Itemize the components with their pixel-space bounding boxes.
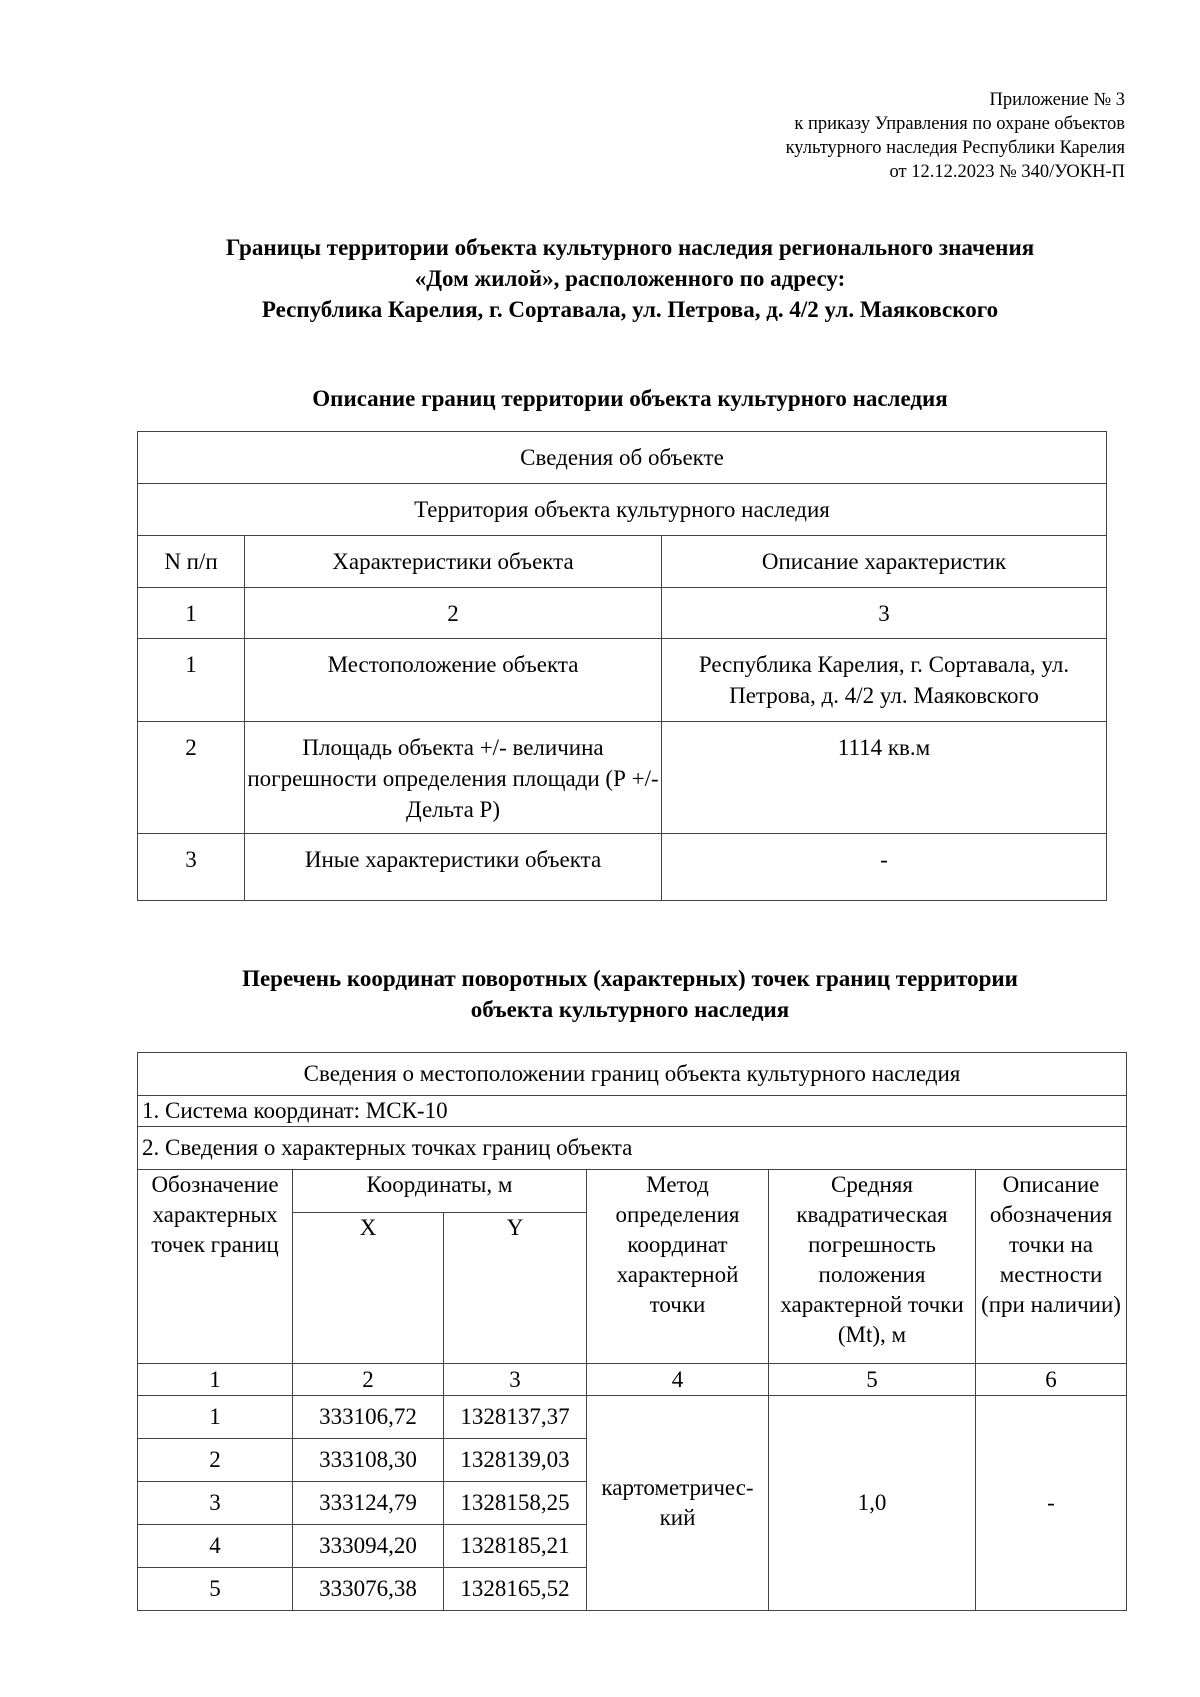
appendix-line: к приказу Управления по охране объектов	[794, 114, 1125, 134]
point-x: 333124,79	[293, 1482, 444, 1525]
row-number: 2	[138, 722, 245, 834]
row-number: 3	[138, 834, 245, 901]
heading-line: Перечень координат поворотных (характерных) точек границ территории	[242, 966, 1018, 991]
column-number: 5	[769, 1364, 976, 1396]
column-number: 1	[138, 588, 245, 639]
point-number: 2	[138, 1439, 293, 1482]
column-number: 3	[662, 588, 1107, 639]
table-row	[138, 722, 1107, 834]
column-header-method: Метод определения координат характерной точки	[587, 1170, 769, 1364]
column-number: 2	[245, 588, 662, 639]
table-row	[138, 639, 1107, 722]
method-value: картометричес-кий	[587, 1396, 769, 1611]
document-title	[100, 232, 1160, 325]
column-header-number: N п/п	[138, 536, 245, 588]
column-number: 3	[444, 1364, 587, 1396]
appendix-line: Приложение № 3	[989, 90, 1125, 110]
point-x: 333106,72	[293, 1396, 444, 1439]
column-header-x: X	[293, 1213, 444, 1364]
point-description-value: -	[976, 1396, 1127, 1611]
column-header-description: Описание характеристик	[662, 536, 1107, 588]
column-number: 4	[587, 1364, 769, 1396]
column-header-y: Y	[444, 1213, 587, 1364]
point-number: 4	[138, 1525, 293, 1568]
row-value: -	[662, 834, 1107, 901]
column-header-error: Средняя квадратическая погрешность положения характерной точки (Mt), м	[769, 1170, 976, 1364]
table-subheader: Территория объекта культурного наследия	[138, 484, 1107, 536]
point-number: 1	[138, 1396, 293, 1439]
error-value: 1,0	[769, 1396, 976, 1611]
point-number: 3	[138, 1482, 293, 1525]
appendix-reference	[600, 88, 1125, 184]
point-y: 1328158,25	[444, 1482, 587, 1525]
table-header: Сведения об объекте	[138, 432, 1107, 484]
title-line: Границы территории объекта культурного наследия регионального значения	[225, 235, 1035, 260]
point-x: 333094,20	[293, 1525, 444, 1568]
row-value: 1114 кв.м	[662, 722, 1107, 834]
points-heading: 2. Сведения о характерных точках границ объекта	[138, 1127, 1127, 1170]
title-line: «Дом жилой», расположенного по адресу:	[414, 266, 846, 291]
column-header-point-description: Описание обозначения точки на местности (при наличии)	[976, 1170, 1127, 1364]
table-header: Сведения о местоположении границ объекта культурного наследия	[138, 1053, 1127, 1096]
point-number: 5	[138, 1568, 293, 1611]
point-x: 333108,30	[293, 1439, 444, 1482]
title-line: Республика Карелия, г. Сортавала, ул. Петрова, д. 4/2 ул. Маяковского	[261, 297, 999, 322]
point-y: 1328139,03	[444, 1439, 587, 1482]
row-characteristic: Площадь объекта +/- величина погрешности определения площади (Р +/- Дельта Р)	[245, 722, 662, 834]
column-number: 1	[138, 1364, 293, 1396]
point-y: 1328185,21	[444, 1525, 587, 1568]
row-value: Республика Карелия, г. Сортавала, ул. Петрова, д. 4/2 ул. Маяковского	[662, 639, 1107, 722]
section2-heading	[100, 963, 1160, 1025]
table-row	[138, 1396, 1127, 1439]
column-header-characteristics: Характеристики объекта	[245, 536, 662, 588]
column-header-coordinates: Координаты, м	[293, 1170, 587, 1213]
point-y: 1328165,52	[444, 1568, 587, 1611]
column-number: 2	[293, 1364, 444, 1396]
point-y: 1328137,37	[444, 1396, 587, 1439]
point-x: 333076,38	[293, 1568, 444, 1611]
row-number: 1	[138, 639, 245, 722]
row-characteristic: Иные характеристики объекта	[245, 834, 662, 901]
column-number: 6	[976, 1364, 1127, 1396]
appendix-line: от 12.12.2023 № 340/УОКН-П	[889, 162, 1125, 182]
table-row	[138, 834, 1107, 901]
appendix-line: культурного наследия Республики Карелия	[785, 138, 1125, 158]
coordinates-table	[137, 1052, 1127, 1611]
section1-heading: Описание границ территории объекта культурного наследия	[312, 386, 948, 411]
object-description-table	[137, 431, 1107, 901]
heading-line: объекта культурного наследия	[470, 997, 790, 1022]
column-header-designation: Обозначение характерных точек границ	[138, 1170, 293, 1364]
coordinate-system: 1. Система координат: МСК-10	[138, 1096, 1127, 1127]
row-characteristic: Местоположение объекта	[245, 639, 662, 722]
